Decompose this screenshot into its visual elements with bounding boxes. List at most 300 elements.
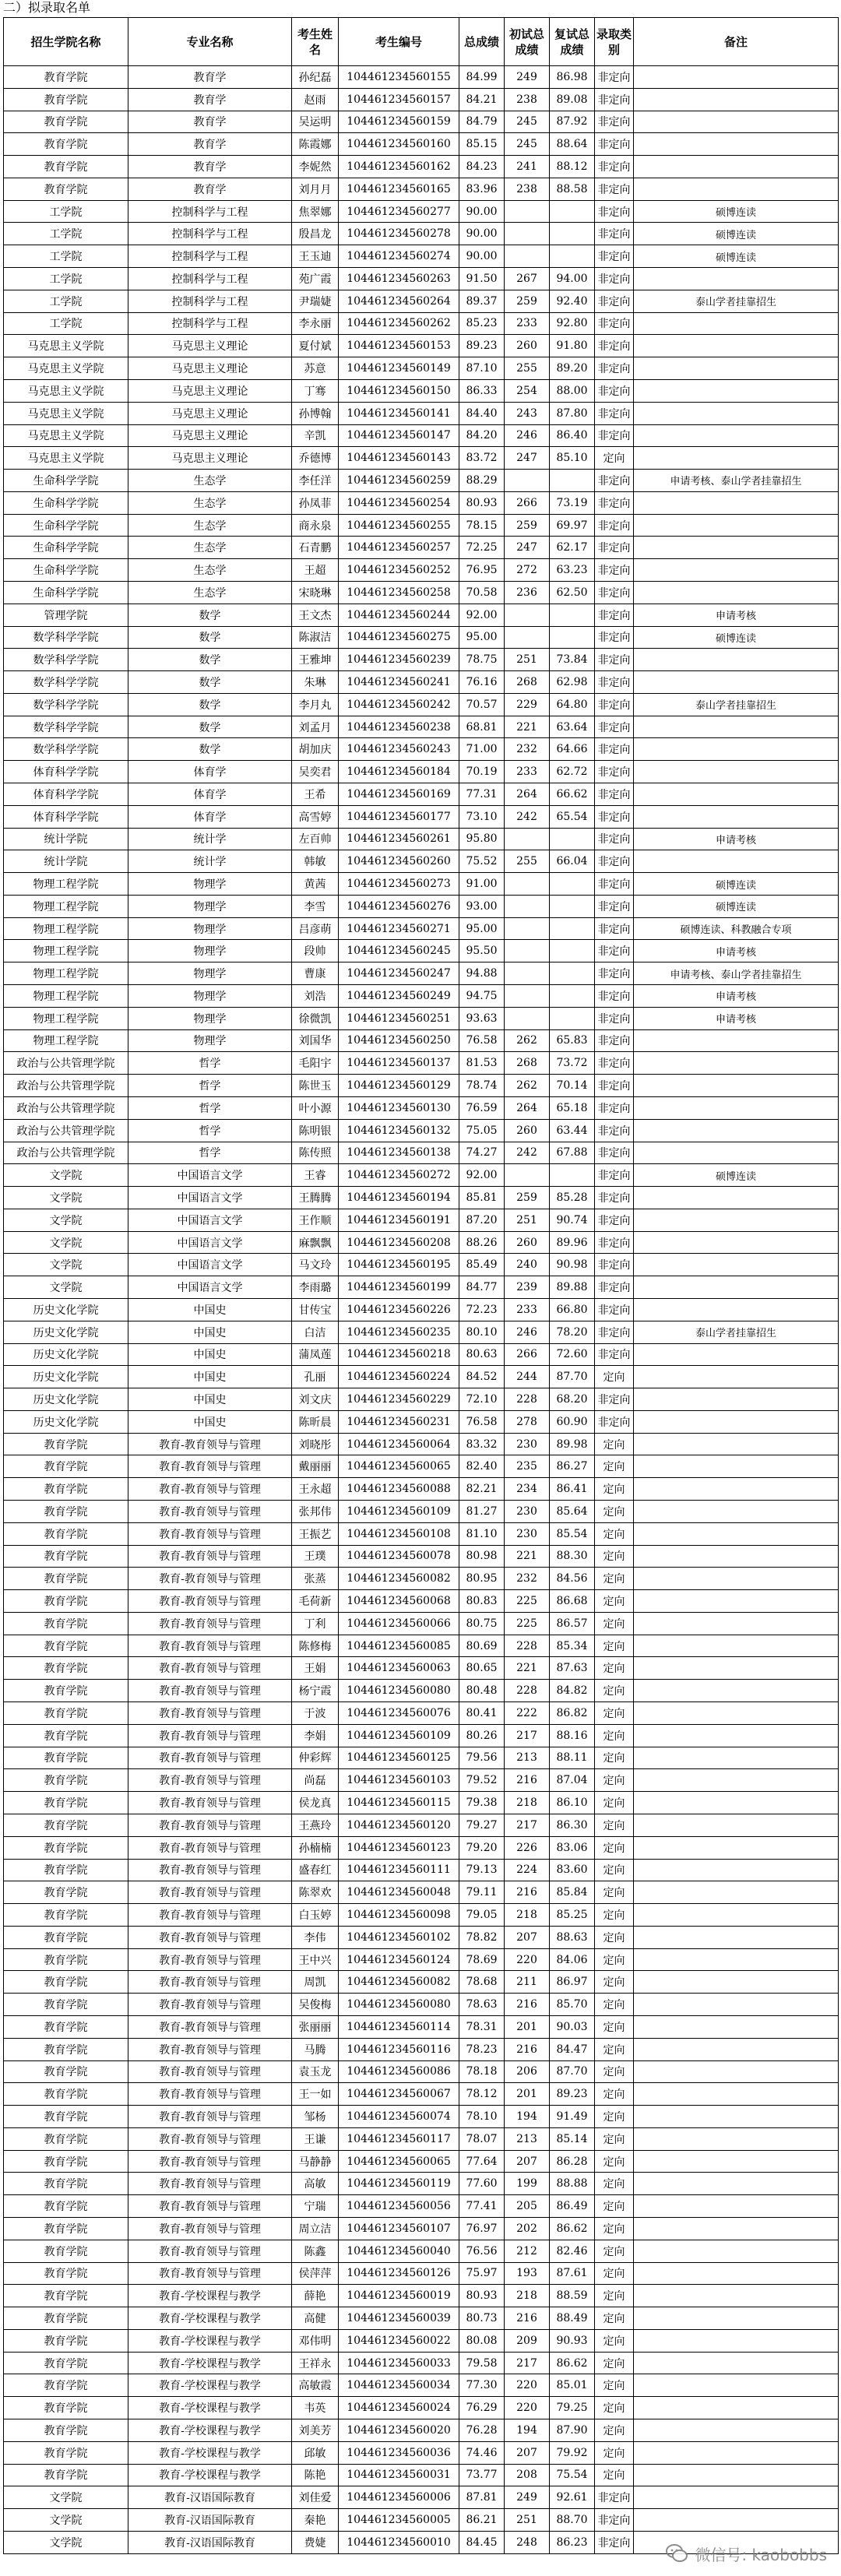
col-note-cell [634, 2486, 839, 2509]
col-note-cell [634, 1029, 839, 1052]
col-note-cell [634, 1859, 839, 1881]
col-college-cell: 文学院 [4, 1276, 128, 1299]
col-note-cell [634, 2329, 839, 2352]
col-college-cell: 文学院 [4, 2486, 128, 2509]
col-name-cell: 麻飘飘 [292, 1231, 339, 1254]
col-total-cell: 80.26 [459, 1724, 505, 1747]
col-name-cell: 陈昕晨 [292, 1410, 339, 1433]
col-type-cell: 非定向 [595, 111, 634, 133]
col-prelim-cell: 260 [505, 1119, 550, 1142]
col-exam-id-cell: 104461234560117 [339, 2127, 459, 2150]
col-retest-cell: 92.61 [550, 2486, 595, 2509]
col-name-cell: 陈传照 [292, 1142, 339, 1164]
col-type-cell: 非定向 [595, 1096, 634, 1119]
col-major-cell: 物理学 [128, 873, 292, 896]
col-major-cell: 教育-教育领导与管理 [128, 1814, 292, 1836]
col-prelim-cell [505, 985, 550, 1008]
col-total-cell: 84.79 [459, 111, 505, 133]
col-major-cell: 教育-教育领导与管理 [128, 1792, 292, 1814]
col-name-cell: 陈明银 [292, 1119, 339, 1142]
col-note-cell [634, 1680, 839, 1702]
col-exam-id-cell: 104461234560252 [339, 559, 459, 582]
col-note-cell [634, 2352, 839, 2374]
col-total-cell: 72.23 [459, 1298, 505, 1321]
col-total-cell: 87.81 [459, 2486, 505, 2509]
col-total-cell: 77.64 [459, 2150, 505, 2173]
col-note-cell [634, 2038, 839, 2060]
table-row [4, 1164, 839, 1187]
col-college-cell: 物理工程学院 [4, 1007, 128, 1029]
col-exam-id-cell: 104461234560149 [339, 357, 459, 380]
col-type-cell: 定向 [595, 2352, 634, 2374]
col-total-cell: 86.21 [459, 2509, 505, 2532]
col-name-cell: 石青鹏 [292, 537, 339, 559]
col-type-cell: 非定向 [595, 1231, 634, 1254]
col-major-cell: 中国语言文学 [128, 1276, 292, 1299]
col-note-cell [634, 2464, 839, 2486]
col-type-cell: 非定向 [595, 178, 634, 200]
col-college-cell: 教育学院 [4, 2083, 128, 2106]
col-prelim-cell: 201 [505, 2083, 550, 2106]
col-college-cell: 工学院 [4, 268, 128, 290]
col-college-cell: 马克思主义学院 [4, 424, 128, 447]
col-type-cell: 非定向 [595, 895, 634, 917]
col-name-cell: 蒲凤莲 [292, 1343, 339, 1366]
col-name-cell: 马腾 [292, 2038, 339, 2060]
col-retest-cell: 65.83 [550, 1029, 595, 1052]
col-total-cell: 84.77 [459, 1276, 505, 1299]
col-total-cell: 81.53 [459, 1052, 505, 1075]
col-exam-id-cell: 104461234560263 [339, 268, 459, 290]
col-major-cell: 控制科学与工程 [128, 312, 292, 335]
col-retest-cell: 86.82 [550, 1702, 595, 1725]
col-prelim-cell: 262 [505, 1029, 550, 1052]
col-total-cell: 76.16 [459, 671, 505, 694]
col-retest-cell: 69.97 [550, 514, 595, 537]
col-note-cell [634, 1455, 839, 1478]
col-retest-cell: 89.88 [550, 1276, 595, 1299]
col-type-cell: 非定向 [595, 357, 634, 380]
col-retest-cell: 90.74 [550, 1209, 595, 1231]
col-exam-id-cell: 104461234560114 [339, 2015, 459, 2038]
col-major-cell: 教育学 [128, 133, 292, 156]
col-exam-id-cell: 104461234560177 [339, 805, 459, 828]
col-prelim-cell [505, 604, 550, 626]
col-major-cell: 教育-教育领导与管理 [128, 1747, 292, 1769]
col-prelim-cell: 230 [505, 1433, 550, 1455]
table-row [4, 1635, 839, 1657]
col-note-cell [634, 1904, 839, 1927]
col-college-cell: 教育学院 [4, 1994, 128, 2016]
col-note-cell [634, 379, 839, 402]
col-retest-cell: 85.54 [550, 1522, 595, 1545]
col-major-cell: 中国史 [128, 1298, 292, 1321]
col-prelim-cell: 225 [505, 1612, 550, 1635]
table-row [4, 2464, 839, 2486]
col-note-cell: 申请考核、泰山学者挂靠招生 [634, 470, 839, 492]
col-retest-cell: 64.80 [550, 693, 595, 716]
table-row [4, 626, 839, 649]
col-prelim-cell: 233 [505, 761, 550, 783]
table-row [4, 1254, 839, 1276]
col-college-cell: 生命科学学院 [4, 559, 128, 582]
col-type-cell: 定向 [595, 1971, 634, 1994]
col-retest-cell: 82.46 [550, 2240, 595, 2262]
col-college-cell: 马克思主义学院 [4, 447, 128, 470]
col-type-cell: 非定向 [595, 223, 634, 245]
col-retest-cell: 84.82 [550, 1680, 595, 1702]
col-name-cell: 秦艳 [292, 2509, 339, 2532]
col-college-cell: 文学院 [4, 2531, 128, 2553]
table-row [4, 1119, 839, 1142]
col-college-cell: 教育学院 [4, 2173, 128, 2195]
col-major-cell: 教育-教育领导与管理 [128, 1702, 292, 1725]
col-name-cell: 刘国华 [292, 1029, 339, 1052]
col-major-cell: 生态学 [128, 559, 292, 582]
col-name-cell: 刘月月 [292, 178, 339, 200]
col-prelim-cell: 211 [505, 1971, 550, 1994]
col-retest-cell: 78.20 [550, 1321, 595, 1343]
col-college-cell: 教育学院 [4, 1478, 128, 1501]
col-major-cell: 教育-教育领导与管理 [128, 2150, 292, 2173]
col-prelim-cell: 213 [505, 1747, 550, 1769]
col-type-cell: 非定向 [595, 940, 634, 962]
col-major-cell: 数学 [128, 738, 292, 761]
col-retest-cell: 88.16 [550, 1724, 595, 1747]
col-prelim-cell: 220 [505, 2397, 550, 2419]
col-type-cell: 定向 [595, 1522, 634, 1545]
col-college-cell: 物理工程学院 [4, 1029, 128, 1052]
col-prelim-cell: 259 [505, 514, 550, 537]
col-major-cell: 教育-教育领导与管理 [128, 1836, 292, 1859]
col-name-cell: 殷昌龙 [292, 223, 339, 245]
col-major-cell: 教育-学校课程与教学 [128, 2285, 292, 2307]
col-note-cell [634, 1926, 839, 1948]
col-name-cell: 马静静 [292, 2150, 339, 2173]
table-row [4, 1702, 839, 1725]
col-major-cell: 数学 [128, 716, 292, 738]
col-name-cell: 毛阳宇 [292, 1052, 339, 1075]
col-note-cell [634, 402, 839, 424]
col-total-cell: 81.10 [459, 1522, 505, 1545]
col-retest-cell: 85.25 [550, 1904, 595, 1927]
col-type-cell: 非定向 [595, 402, 634, 424]
table-row [4, 2106, 839, 2128]
table-row [4, 1994, 839, 2016]
col-college-cell: 教育学院 [4, 1971, 128, 1994]
col-major-cell: 教育-教育领导与管理 [128, 2218, 292, 2240]
table-row [4, 2486, 839, 2509]
col-name-cell: 费婕 [292, 2531, 339, 2553]
col-prelim-cell [505, 470, 550, 492]
col-name-cell: 赵雨 [292, 88, 339, 111]
col-total-cell: 75.52 [459, 850, 505, 873]
col-prelim-cell: 199 [505, 2173, 550, 2195]
col-exam-id-cell: 104461234560262 [339, 312, 459, 335]
table-row [4, 1612, 839, 1635]
col-college-cell: 教育学院 [4, 1657, 128, 1680]
col-exam-id-cell: 104461234560157 [339, 88, 459, 111]
col-name-cell: 高健 [292, 2307, 339, 2330]
col-note-cell: 申请考核 [634, 604, 839, 626]
col-type-cell: 定向 [595, 1657, 634, 1680]
col-exam-id-cell: 104461234560229 [339, 1388, 459, 1411]
col-exam-id-cell: 104461234560120 [339, 1814, 459, 1836]
col-name-cell: 李永丽 [292, 312, 339, 335]
col-retest-cell: 75.54 [550, 2464, 595, 2486]
col-prelim-cell: 259 [505, 1187, 550, 1209]
col-major-cell: 中国史 [128, 1366, 292, 1388]
col-prelim-cell: 194 [505, 2106, 550, 2128]
col-type-cell: 非定向 [595, 1029, 634, 1052]
col-college-cell: 历史文化学院 [4, 1321, 128, 1343]
col-type-cell: 非定向 [595, 66, 634, 89]
col-total-cell: 78.69 [459, 1948, 505, 1971]
col-retest-cell: 86.28 [550, 2150, 595, 2173]
col-note-cell [634, 2083, 839, 2106]
col-retest-cell [550, 962, 595, 985]
col-prelim-cell: 254 [505, 379, 550, 402]
col-retest-cell: 88.70 [550, 2509, 595, 2532]
col-name-cell: 王雅坤 [292, 649, 339, 671]
table-row [4, 828, 839, 850]
col-major-cell: 教育-教育领导与管理 [128, 1971, 292, 1994]
col-major-cell: 体育学 [128, 761, 292, 783]
col-college-cell: 教育学院 [4, 2464, 128, 2486]
col-name-cell: 陈淑洁 [292, 626, 339, 649]
col-name-cell: 宋晓琳 [292, 581, 339, 604]
col-college-cell: 教育学院 [4, 1904, 128, 1927]
table-row [4, 178, 839, 200]
col-note-cell: 泰山学者挂靠招生 [634, 290, 839, 312]
col-prelim-cell: 221 [505, 1545, 550, 1568]
col-note-cell [634, 1769, 839, 1792]
col-college-cell: 政治与公共管理学院 [4, 1119, 128, 1142]
col-prelim-cell: 266 [505, 491, 550, 514]
col-type-cell: 定向 [595, 1769, 634, 1792]
col-major-cell: 中国史 [128, 1410, 292, 1433]
col-name-cell: 刘文庆 [292, 1388, 339, 1411]
col-type-cell: 定向 [595, 1366, 634, 1388]
table-row [4, 1724, 839, 1747]
col-total-cell: 71.00 [459, 738, 505, 761]
col-total-cell: 80.83 [459, 1590, 505, 1613]
col-exam-id-cell: 104461234560277 [339, 200, 459, 223]
col-note-cell [634, 1814, 839, 1836]
header-total-score: 总成绩 [459, 18, 505, 66]
col-prelim-cell: 251 [505, 2509, 550, 2532]
col-exam-id-cell: 104461234560137 [339, 1052, 459, 1075]
table-body [4, 66, 839, 2554]
col-retest-cell: 89.08 [550, 88, 595, 111]
col-name-cell: 高雪婷 [292, 805, 339, 828]
col-name-cell: 侯龙真 [292, 1792, 339, 1814]
col-college-cell: 历史文化学院 [4, 1410, 128, 1433]
col-total-cell: 80.75 [459, 1612, 505, 1635]
col-college-cell: 统计学院 [4, 850, 128, 873]
col-name-cell: 陈鑫 [292, 2240, 339, 2262]
col-major-cell: 教育-汉语国际教育 [128, 2509, 292, 2532]
col-major-cell: 控制科学与工程 [128, 245, 292, 268]
col-note-cell [634, 1388, 839, 1411]
col-exam-id-cell: 104461234560239 [339, 649, 459, 671]
col-exam-id-cell: 104461234560141 [339, 402, 459, 424]
table-header-row [4, 18, 839, 66]
col-total-cell: 77.30 [459, 2374, 505, 2397]
col-exam-id-cell: 104461234560107 [339, 2218, 459, 2240]
col-total-cell: 78.23 [459, 2038, 505, 2060]
col-exam-id-cell: 104461234560076 [339, 1702, 459, 1725]
col-type-cell: 非定向 [595, 1276, 634, 1299]
col-total-cell: 93.63 [459, 1007, 505, 1029]
col-prelim-cell: 259 [505, 290, 550, 312]
col-total-cell: 84.23 [459, 156, 505, 178]
col-note-cell [634, 111, 839, 133]
col-major-cell: 教育-教育领导与管理 [128, 2240, 292, 2262]
col-prelim-cell: 208 [505, 2464, 550, 2486]
col-prelim-cell: 218 [505, 2285, 550, 2307]
col-major-cell: 教育-学校课程与教学 [128, 2464, 292, 2486]
col-exam-id-cell: 104461234560034 [339, 2374, 459, 2397]
col-total-cell: 84.99 [459, 66, 505, 89]
col-exam-id-cell: 104461234560235 [339, 1321, 459, 1343]
col-name-cell: 李娟 [292, 1724, 339, 1747]
col-retest-cell: 86.97 [550, 1971, 595, 1994]
col-total-cell: 78.68 [459, 1971, 505, 1994]
col-retest-cell [550, 917, 595, 940]
col-prelim-cell: 224 [505, 1859, 550, 1881]
col-retest-cell: 63.44 [550, 1119, 595, 1142]
col-prelim-cell: 268 [505, 671, 550, 694]
col-exam-id-cell: 104461234560124 [339, 1948, 459, 1971]
col-type-cell: 非定向 [595, 424, 634, 447]
col-exam-id-cell: 104461234560150 [339, 379, 459, 402]
col-type-cell: 非定向 [595, 1164, 634, 1187]
col-name-cell: 李雨璐 [292, 1276, 339, 1299]
col-exam-id-cell: 104461234560165 [339, 178, 459, 200]
col-college-cell: 教育学院 [4, 1836, 128, 1859]
col-retest-cell: 85.84 [550, 1881, 595, 1904]
col-retest-cell: 90.98 [550, 1254, 595, 1276]
col-total-cell: 78.12 [459, 2083, 505, 2106]
col-retest-cell: 91.80 [550, 335, 595, 357]
col-exam-id-cell: 104461234560169 [339, 783, 459, 806]
col-retest-cell: 84.47 [550, 2038, 595, 2060]
col-prelim-cell: 239 [505, 1276, 550, 1299]
col-major-cell: 教育-教育领导与管理 [128, 1926, 292, 1948]
col-total-cell: 86.33 [459, 379, 505, 402]
col-note-cell [634, 491, 839, 514]
table-row [4, 1142, 839, 1164]
col-total-cell: 91.00 [459, 873, 505, 896]
col-total-cell: 76.59 [459, 1096, 505, 1119]
col-major-cell: 教育-学校课程与教学 [128, 2352, 292, 2374]
col-college-cell: 教育学院 [4, 1612, 128, 1635]
col-type-cell: 非定向 [595, 626, 634, 649]
col-total-cell: 85.49 [459, 1254, 505, 1276]
col-total-cell: 92.00 [459, 1164, 505, 1187]
col-retest-cell: 88.49 [550, 2307, 595, 2330]
col-name-cell: 胡加庆 [292, 738, 339, 761]
col-exam-id-cell: 104461234560063 [339, 1657, 459, 1680]
col-major-cell: 马克思主义理论 [128, 379, 292, 402]
table-row [4, 693, 839, 716]
col-name-cell: 尚磊 [292, 1769, 339, 1792]
col-exam-id-cell: 104461234560224 [339, 1366, 459, 1388]
col-major-cell: 教育-教育领导与管理 [128, 1635, 292, 1657]
col-name-cell: 王希 [292, 783, 339, 806]
col-retest-cell: 94.00 [550, 268, 595, 290]
col-total-cell: 77.60 [459, 2173, 505, 2195]
col-exam-id-cell: 104461234560130 [339, 1096, 459, 1119]
col-note-cell [634, 2262, 839, 2285]
col-retest-cell: 86.40 [550, 424, 595, 447]
col-total-cell: 72.25 [459, 537, 505, 559]
col-retest-cell: 68.20 [550, 1388, 595, 1411]
table-row [4, 1859, 839, 1881]
col-college-cell: 教育学院 [4, 1590, 128, 1613]
col-exam-id-cell: 104461234560005 [339, 2509, 459, 2532]
col-exam-id-cell: 104461234560126 [339, 2262, 459, 2285]
col-retest-cell: 86.27 [550, 1455, 595, 1478]
col-prelim-cell: 245 [505, 133, 550, 156]
col-major-cell: 教育-教育领导与管理 [128, 1455, 292, 1478]
col-note-cell [634, 761, 839, 783]
col-college-cell: 文学院 [4, 1164, 128, 1187]
col-type-cell: 非定向 [595, 156, 634, 178]
col-prelim-cell: 247 [505, 447, 550, 470]
col-major-cell: 教育-教育领导与管理 [128, 2106, 292, 2128]
table-row [4, 357, 839, 380]
col-major-cell: 中国史 [128, 1321, 292, 1343]
col-total-cell: 74.46 [459, 2441, 505, 2464]
col-college-cell: 物理工程学院 [4, 985, 128, 1008]
col-name-cell: 孙博翰 [292, 402, 339, 424]
col-retest-cell: 90.03 [550, 2015, 595, 2038]
admission-table [3, 17, 839, 2554]
col-exam-id-cell: 104461234560067 [339, 2083, 459, 2106]
col-note-cell: 泰山学者挂靠招生 [634, 1321, 839, 1343]
col-total-cell: 70.58 [459, 581, 505, 604]
col-type-cell: 定向 [595, 2307, 634, 2330]
col-type-cell: 非定向 [595, 1388, 634, 1411]
col-type-cell: 定向 [595, 1545, 634, 1568]
col-exam-id-cell: 104461234560199 [339, 1276, 459, 1299]
col-note-cell: 申请考核 [634, 828, 839, 850]
table-row [4, 1187, 839, 1209]
col-prelim-cell: 217 [505, 1814, 550, 1836]
col-major-cell: 教育-学校课程与教学 [128, 2441, 292, 2464]
col-major-cell: 体育学 [128, 805, 292, 828]
col-note-cell [634, 1052, 839, 1075]
col-major-cell: 教育-汉语国际教育 [128, 2531, 292, 2553]
col-college-cell: 教育学院 [4, 1859, 128, 1881]
table-row [4, 783, 839, 806]
col-note-cell [634, 66, 839, 89]
col-major-cell: 教育学 [128, 88, 292, 111]
col-prelim-cell [505, 917, 550, 940]
table-row [4, 1522, 839, 1545]
col-major-cell: 马克思主义理论 [128, 402, 292, 424]
col-type-cell: 非定向 [595, 491, 634, 514]
table-row [4, 88, 839, 111]
col-total-cell: 80.73 [459, 2307, 505, 2330]
col-prelim-cell: 216 [505, 1881, 550, 1904]
col-total-cell: 81.27 [459, 1501, 505, 1523]
col-prelim-cell: 229 [505, 693, 550, 716]
col-prelim-cell: 245 [505, 111, 550, 133]
col-type-cell: 定向 [595, 1433, 634, 1455]
